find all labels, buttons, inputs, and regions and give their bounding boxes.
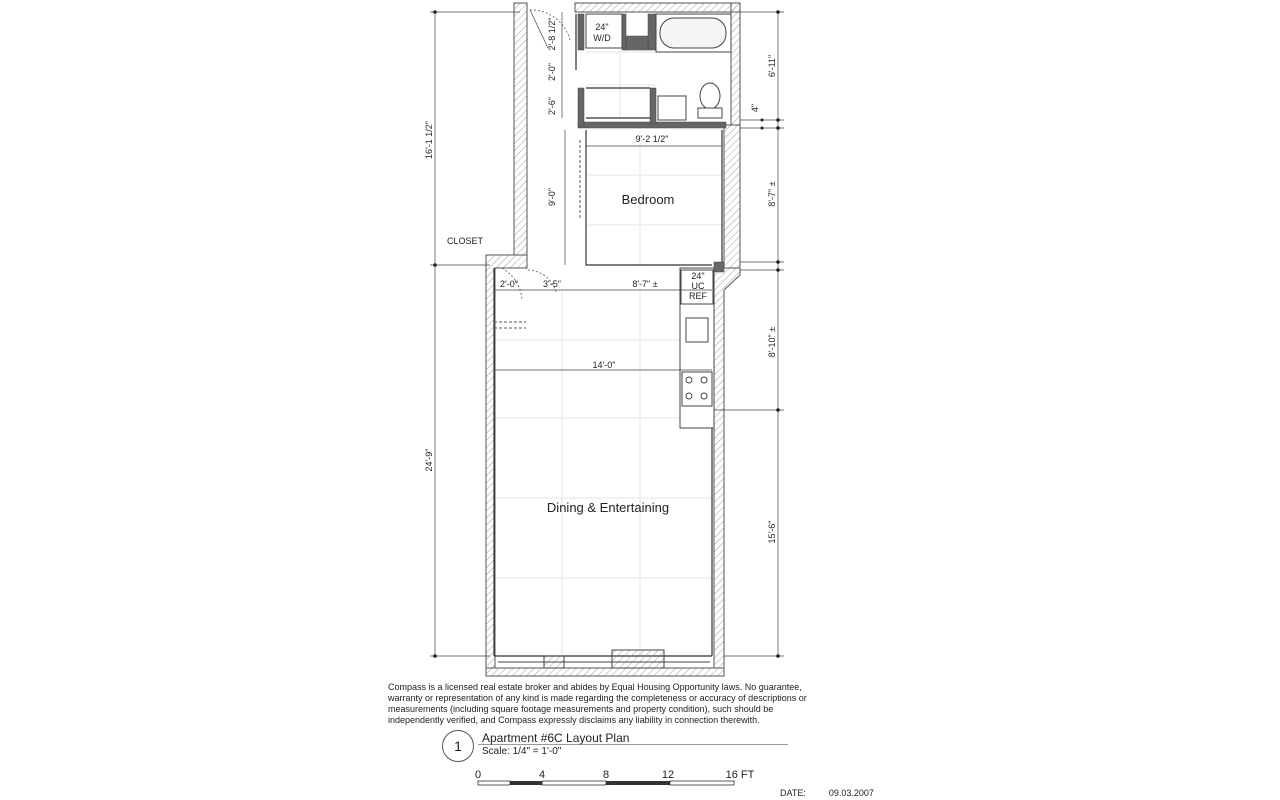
wd-size-label: 24": [595, 22, 609, 32]
toilet-bowl: [700, 83, 720, 109]
dim-bath-b: 2'-0": [547, 63, 557, 81]
dimension-ticks: [433, 10, 780, 658]
disclaimer-text: Compass is a licensed real estate broker and abides by Equal Housing Opportunity laws. No guarantee, warranty or representation of any kind is made regarding the completeness or accuracy of descriptions or measurements (including square footage measurements and property condition), such should be independently verified, and Compass expressly disclaims any liability in connection therewith.: [388, 682, 807, 725]
scale-tick-0: 0: [474, 769, 482, 781]
dim-right-bath: 6'-11": [767, 54, 777, 78]
scale-tick-16: 16 FT: [725, 769, 755, 781]
scale-tick-12: 12: [661, 769, 675, 781]
dim-closet-a: 2'-0": [500, 279, 518, 289]
title-block: [442, 730, 792, 764]
dim-left-lower: 24'-9": [424, 448, 434, 472]
closet-shelf: [494, 140, 580, 328]
scale-tick-8: 8: [602, 769, 610, 781]
scale-tick-4: 4: [538, 769, 546, 781]
stove: [682, 372, 712, 406]
dim-bedroom-width: 9'-2 1/2": [635, 134, 669, 144]
plan-title: Apartment #6C Layout Plan: [482, 731, 630, 745]
dim-right-dining: 15'-6": [767, 520, 777, 544]
date-value: 09.03.2007: [828, 788, 874, 798]
dim-dining-width: 14'-0": [592, 360, 616, 370]
ref-uc-label: UC: [691, 281, 705, 291]
dim-bath-a: 2'-8 1/2": [547, 17, 557, 51]
vanity: [658, 96, 686, 120]
plan-scale: Scale: 1/4" = 1'-0": [482, 746, 562, 757]
dim-bath-c: 2'-6": [547, 97, 557, 115]
room-label-closet: CLOSET: [446, 236, 484, 246]
date-block: [780, 788, 874, 798]
dim-right-kitchen: 8'-10" ±: [767, 326, 777, 358]
toilet-tank: [698, 108, 722, 118]
dim-right-wall: 4": [750, 103, 760, 113]
kitchen-sink: [686, 318, 708, 342]
dim-closet-b: 3'-5": [543, 279, 561, 289]
drawing-number: 1: [442, 730, 474, 762]
ref-size-label: 24": [691, 271, 705, 281]
dim-right-bedroom: 8'-7" ±: [767, 181, 777, 207]
scale-bar: [475, 769, 755, 785]
wd-label: W/D: [593, 33, 611, 43]
room-label-dining: Dining & Entertaining: [546, 500, 670, 515]
ref-label: REF: [689, 291, 707, 301]
dim-kitchen-gap: 8'-7" ±: [632, 279, 658, 289]
date-label: DATE:: [780, 788, 806, 798]
dim-left-upper: 16'-1 1/2": [424, 121, 434, 159]
bathtub-basin: [660, 18, 726, 48]
room-label-bedroom: Bedroom: [621, 192, 675, 207]
windows-radiators: [498, 650, 710, 668]
dim-bedroom-depth: 9'-0": [547, 188, 557, 206]
